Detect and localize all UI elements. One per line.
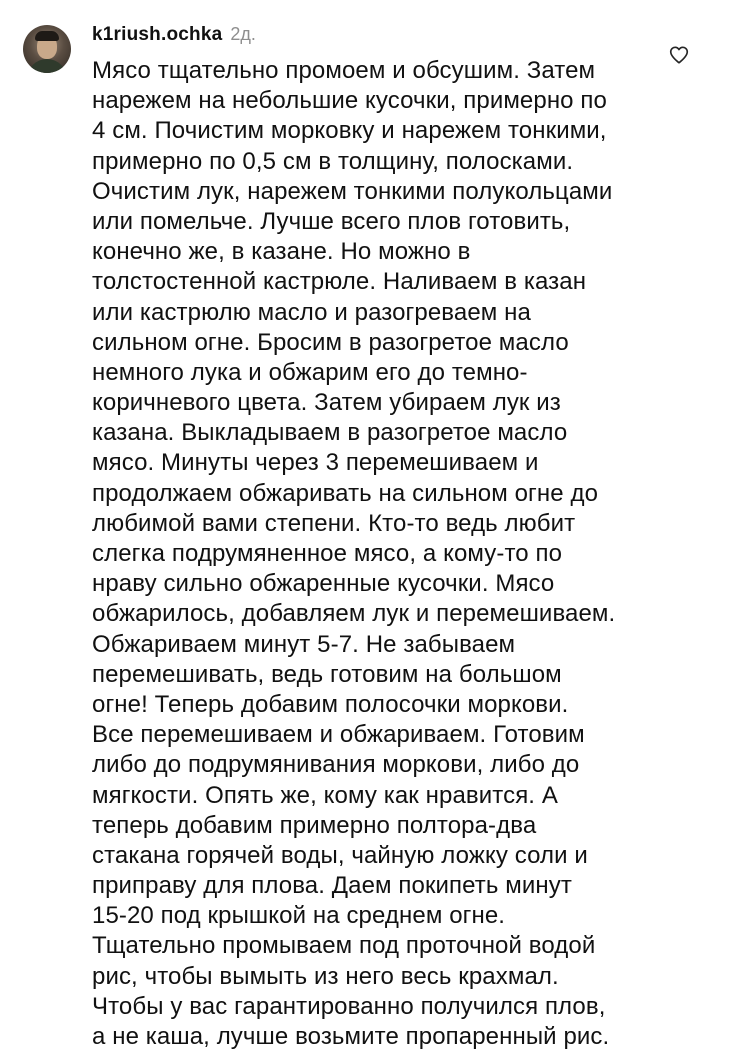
comment-text-line: 4 см. Почистим морковку и нарежем тонкими, [92, 117, 607, 145]
comment-text-line: примерно по 0,5 см в толщину, полосками. [92, 147, 574, 175]
comment-text-line: продолжаем обжаривать на сильном огне до [92, 479, 599, 507]
comment-text-line: рис, чтобы вымыть из него весь крахмал. [92, 962, 559, 990]
username-link[interactable]: k1riush.ochka [92, 24, 223, 45]
comment-text-line: слегка подрумяненное мясо, а кому-то по [92, 540, 563, 567]
comment-text-line: теперь добавим примерно полтора-два [92, 811, 537, 839]
comment-header [92, 24, 256, 48]
comment-text-line: мясо. Минуты через 3 перемешиваем и [92, 449, 539, 477]
comment-text-line: или помельче. Лучше всего плов готовить, [92, 207, 571, 235]
comment-timestamp[interactable]: 2д. [230, 24, 256, 44]
comment-text-line: либо до подрумянивания моркови, либо до [92, 751, 580, 779]
comment-text-line: Обжариваем минут 5-7. Не забываем [92, 630, 516, 658]
avatar-hair [35, 31, 59, 41]
comment-text-line: Все перемешиваем и обжариваем. Готовим [92, 721, 585, 749]
comment-text-line: Очистим лук, нарежем тонкими полукольцами [92, 177, 613, 205]
comment-text [92, 56, 652, 1052]
heart-icon[interactable] [668, 44, 690, 66]
comment-text-line: коричневого цвета. Затем убираем лук из [92, 389, 561, 417]
comment-text-line: Тщательно промываем под проточной водой [92, 932, 596, 960]
avatar-shirt [27, 59, 67, 73]
comment-text-line: а не каша, лучше возьмите пропаренный рис. [92, 1023, 610, 1050]
comment-text-line: нарежем на небольшие кусочки, примерно по [92, 87, 607, 115]
comment-text-line: 15-20 под крышкой на среднем огне. [92, 902, 506, 930]
comment-text-line: перемешивать, ведь готовим на большом [92, 660, 562, 688]
comment-text-line: толстостенной кастрюле. Наливаем в казан [92, 268, 587, 296]
comment-text-line: обжарилось, добавляем лук и перемешиваем. [92, 600, 616, 628]
comment-text-line: приправу для плова. Даем покипеть минут [92, 872, 572, 900]
comment-text-line: мягкости. Опять же, кому как нравится. А [92, 781, 558, 809]
comment-text-line: огне! Теперь добавим полосочки моркови. [92, 690, 569, 718]
comment-text-line: нраву сильно обжаренные кусочки. Мясо [92, 570, 555, 598]
comment-text-line: немного лука и обжарим его до темно- [92, 358, 528, 386]
comment-text-line: или кастрюлю масло и разогреваем на [92, 298, 531, 326]
avatar[interactable] [23, 25, 71, 73]
comment-text-line: Мясо тщательно промоем и обсушим. Затем [92, 57, 596, 84]
comment-text-line: казана. Выкладываем в разогретое масло [92, 419, 568, 447]
comment-text-line: сильном огне. Бросим в разогретое масло [92, 328, 569, 356]
comment-text-line: конечно же, в казане. Но можно в [92, 238, 471, 266]
comment-text-line: Чтобы у вас гарантированно получился плов, [92, 992, 606, 1020]
comment-text-line: любимой вами степени. Кто-то ведь любит [92, 509, 576, 537]
comment-text-line: стакана горячей воды, чайную ложку соли и [92, 841, 588, 869]
